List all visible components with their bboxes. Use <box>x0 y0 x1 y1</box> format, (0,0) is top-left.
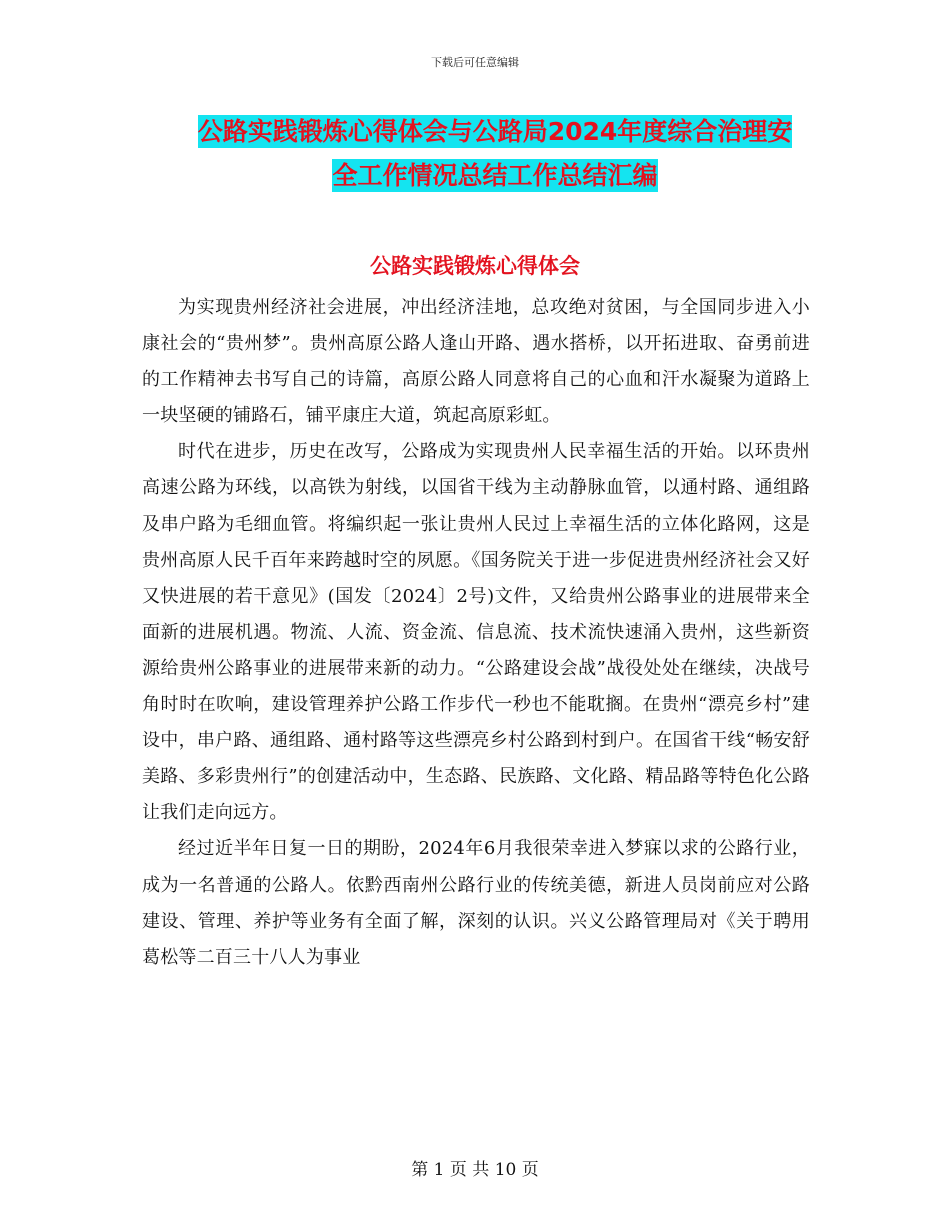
header-note: 下载后可任意编辑 <box>431 56 519 69</box>
paragraph: 为实现贵州经济社会进展，冲出经济洼地，总攻绝对贫困，与全国同步进入小康社会的“贵州梦”。贵州高原公路人逢山开路、遇水搭桥，以开拓进取、奋勇前进的工作精神去书写自己的诗篇，高原公路人同意将自己的心血和汗水凝聚为道路上一块坚硬的铺路石，铺平康庄大道，筑起高原彩虹。 <box>142 297 810 427</box>
document-title <box>140 110 850 198</box>
body-text <box>142 290 810 976</box>
document-title-line-1: 公路实践锻炼心得体会与公路局2024年度综合治理安 <box>197 117 793 146</box>
section-title: 公路实践锻炼心得体会 <box>370 254 580 278</box>
paragraph: 经过近半年日复一日的期盼，2024年6月我很荣幸进入梦寐以求的公路行业，成为一名普通的公路人。依黔西南州公路行业的传统美德，新进人员岗前应对公路建设、管理、养护等业务有全面了解，深刻的认识。兴义公路管理局对《关于聘用葛松等二百三十八人为事业 <box>142 838 810 968</box>
page-footer: 第 1 页 共 10 页 <box>411 1160 539 1180</box>
paragraph: 时代在进步，历史在改写，公路成为实现贵州人民幸福生活的开始。以环贵州高速公路为环线，以高铁为射线，以国省干线为主动静脉血管，以通村路、通组路及串户路为毛细血管。将编织起一张让贵州人民过上幸福生活的立体化路网，这是贵州高原人民千百年来跨越时空的夙愿。《国务院关于进一步促进贵州经济社会又好又快进展的若干意见》(国发〔2024〕2号)文件，又给贵州公路事业的进展带来全面新的进展机遇。物流、人流、资金流、信息流、技术流快速涌入贵州，这些新资源给贵州公路事业的进展带来新的动力。“公路建设会战”战役处处在继续，决战号角时时在吹响，建设管理养护公路工作步代一秒也不能耽搁。在贵州“漂亮乡村”建设中，串户路、通组路、通村路等这些漂亮乡村公路到村到户。在国省干线“畅安舒美路、多彩贵州行”的创建活动中，生态路、民族路、文化路、精品路等特色化公路让我们走向远方。 <box>142 441 810 824</box>
document-title-line-2: 全工作情况总结工作总结汇编 <box>332 161 658 190</box>
